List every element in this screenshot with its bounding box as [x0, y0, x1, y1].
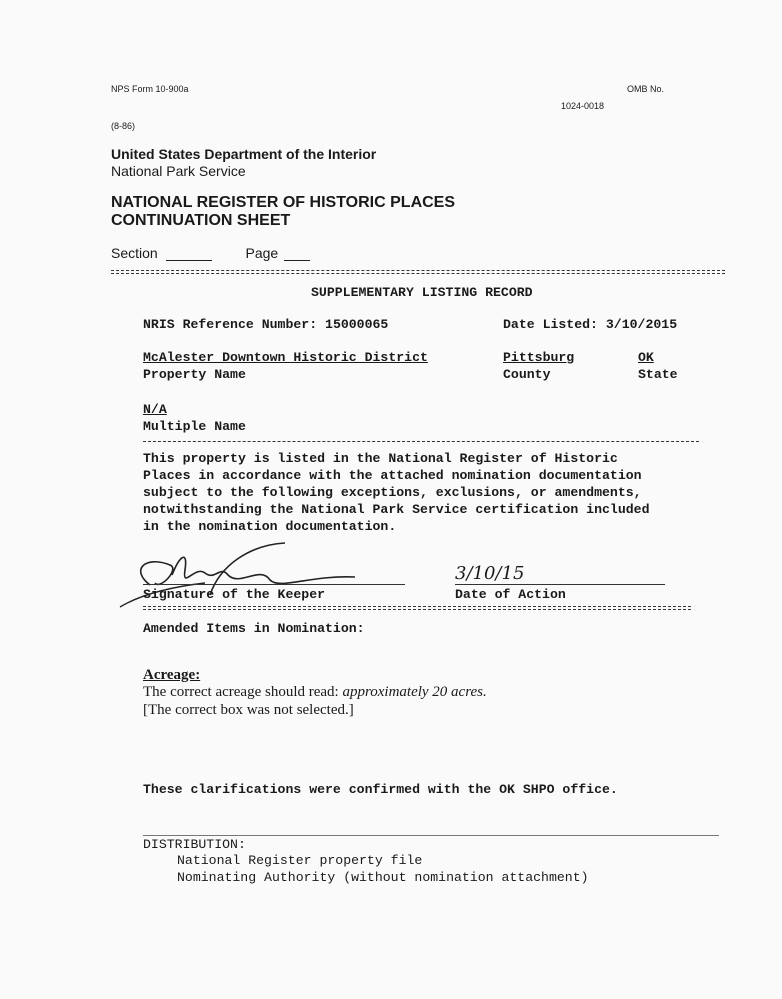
form-revision: (8-86) — [111, 121, 136, 131]
listing-statement — [143, 450, 733, 535]
action-date-line — [455, 584, 665, 585]
page-blank — [284, 246, 310, 261]
department-name: United States Department of the Interior — [111, 146, 377, 162]
date-listed-label: Date Listed: — [503, 317, 598, 332]
statement-line: notwithstanding the National Park Service certification included — [143, 502, 650, 517]
record-heading: SUPPLEMENTARY LISTING RECORD — [311, 285, 533, 300]
keeper-signature — [110, 535, 370, 615]
form-number: NPS Form 10-900a — [111, 84, 189, 94]
county-value: Pittsburg — [503, 350, 575, 365]
omb-number: 1024-0018 — [561, 101, 605, 111]
distribution-item: Nominating Authority (without nomination attachment) — [177, 870, 589, 885]
acreage-note: [The correct box was not selected.] — [143, 702, 354, 718]
acreage-value: approximately 20 acres. — [342, 684, 487, 700]
nris-value: 15000065 — [325, 317, 389, 332]
dashed-rule — [143, 441, 699, 442]
multiple-name-value: N/A — [143, 402, 167, 417]
acreage-line — [143, 684, 487, 701]
page-label: Page — [245, 245, 279, 261]
property-name-label: Property Name — [143, 367, 246, 382]
clarification-note: These clarifications were confirmed with the OK SHPO office. — [143, 782, 618, 797]
distribution-label: DISTRIBUTION: — [143, 837, 246, 852]
form-title: NATIONAL REGISTER OF HISTORIC PLACES — [111, 194, 456, 211]
state-label: State — [638, 367, 678, 382]
signature-label: Signature of the Keeper — [143, 587, 326, 602]
state-value: OK — [638, 350, 654, 365]
county-label: County — [503, 367, 551, 382]
distribution-rule — [143, 835, 719, 836]
acreage-heading: Acreage: — [143, 667, 201, 683]
form-subtitle: CONTINUATION SHEET — [111, 212, 291, 229]
double-rule-top — [111, 270, 725, 271]
acreage-prefix: The correct acreage should read: — [143, 684, 343, 700]
statement-line: in the nomination documentation. — [143, 519, 397, 534]
nris-reference — [143, 317, 388, 332]
statement-line: subject to the following exceptions, exclusions, or amendments, — [143, 485, 642, 500]
section-field — [111, 245, 310, 261]
multiple-name-label: Multiple Name — [143, 419, 246, 434]
double-rule-top-2 — [111, 273, 725, 274]
signature-line — [143, 584, 405, 585]
distribution-item: National Register property file — [177, 853, 423, 868]
section-label: Section — [111, 245, 158, 261]
nris-label: NRIS Reference Number: — [143, 317, 318, 332]
statement-line: Places in accordance with the attached nomination documentation — [143, 468, 642, 483]
double-rule-mid — [143, 606, 691, 607]
property-name: McAlester Downtown Historic District — [143, 350, 428, 365]
action-date-handwritten: 3/10/15 — [455, 563, 525, 584]
date-listed-value: 3/10/2015 — [605, 317, 678, 332]
double-rule-mid-2 — [143, 609, 691, 610]
service-name: National Park Service — [111, 163, 246, 179]
section-blank — [166, 246, 212, 261]
omb-label: OMB No. — [627, 84, 665, 94]
amended-heading: Amended Items in Nomination: — [143, 621, 365, 636]
statement-line: This property is listed in the National Register of Historic — [143, 451, 618, 466]
action-date-label: Date of Action — [455, 587, 566, 602]
date-listed — [503, 317, 677, 332]
